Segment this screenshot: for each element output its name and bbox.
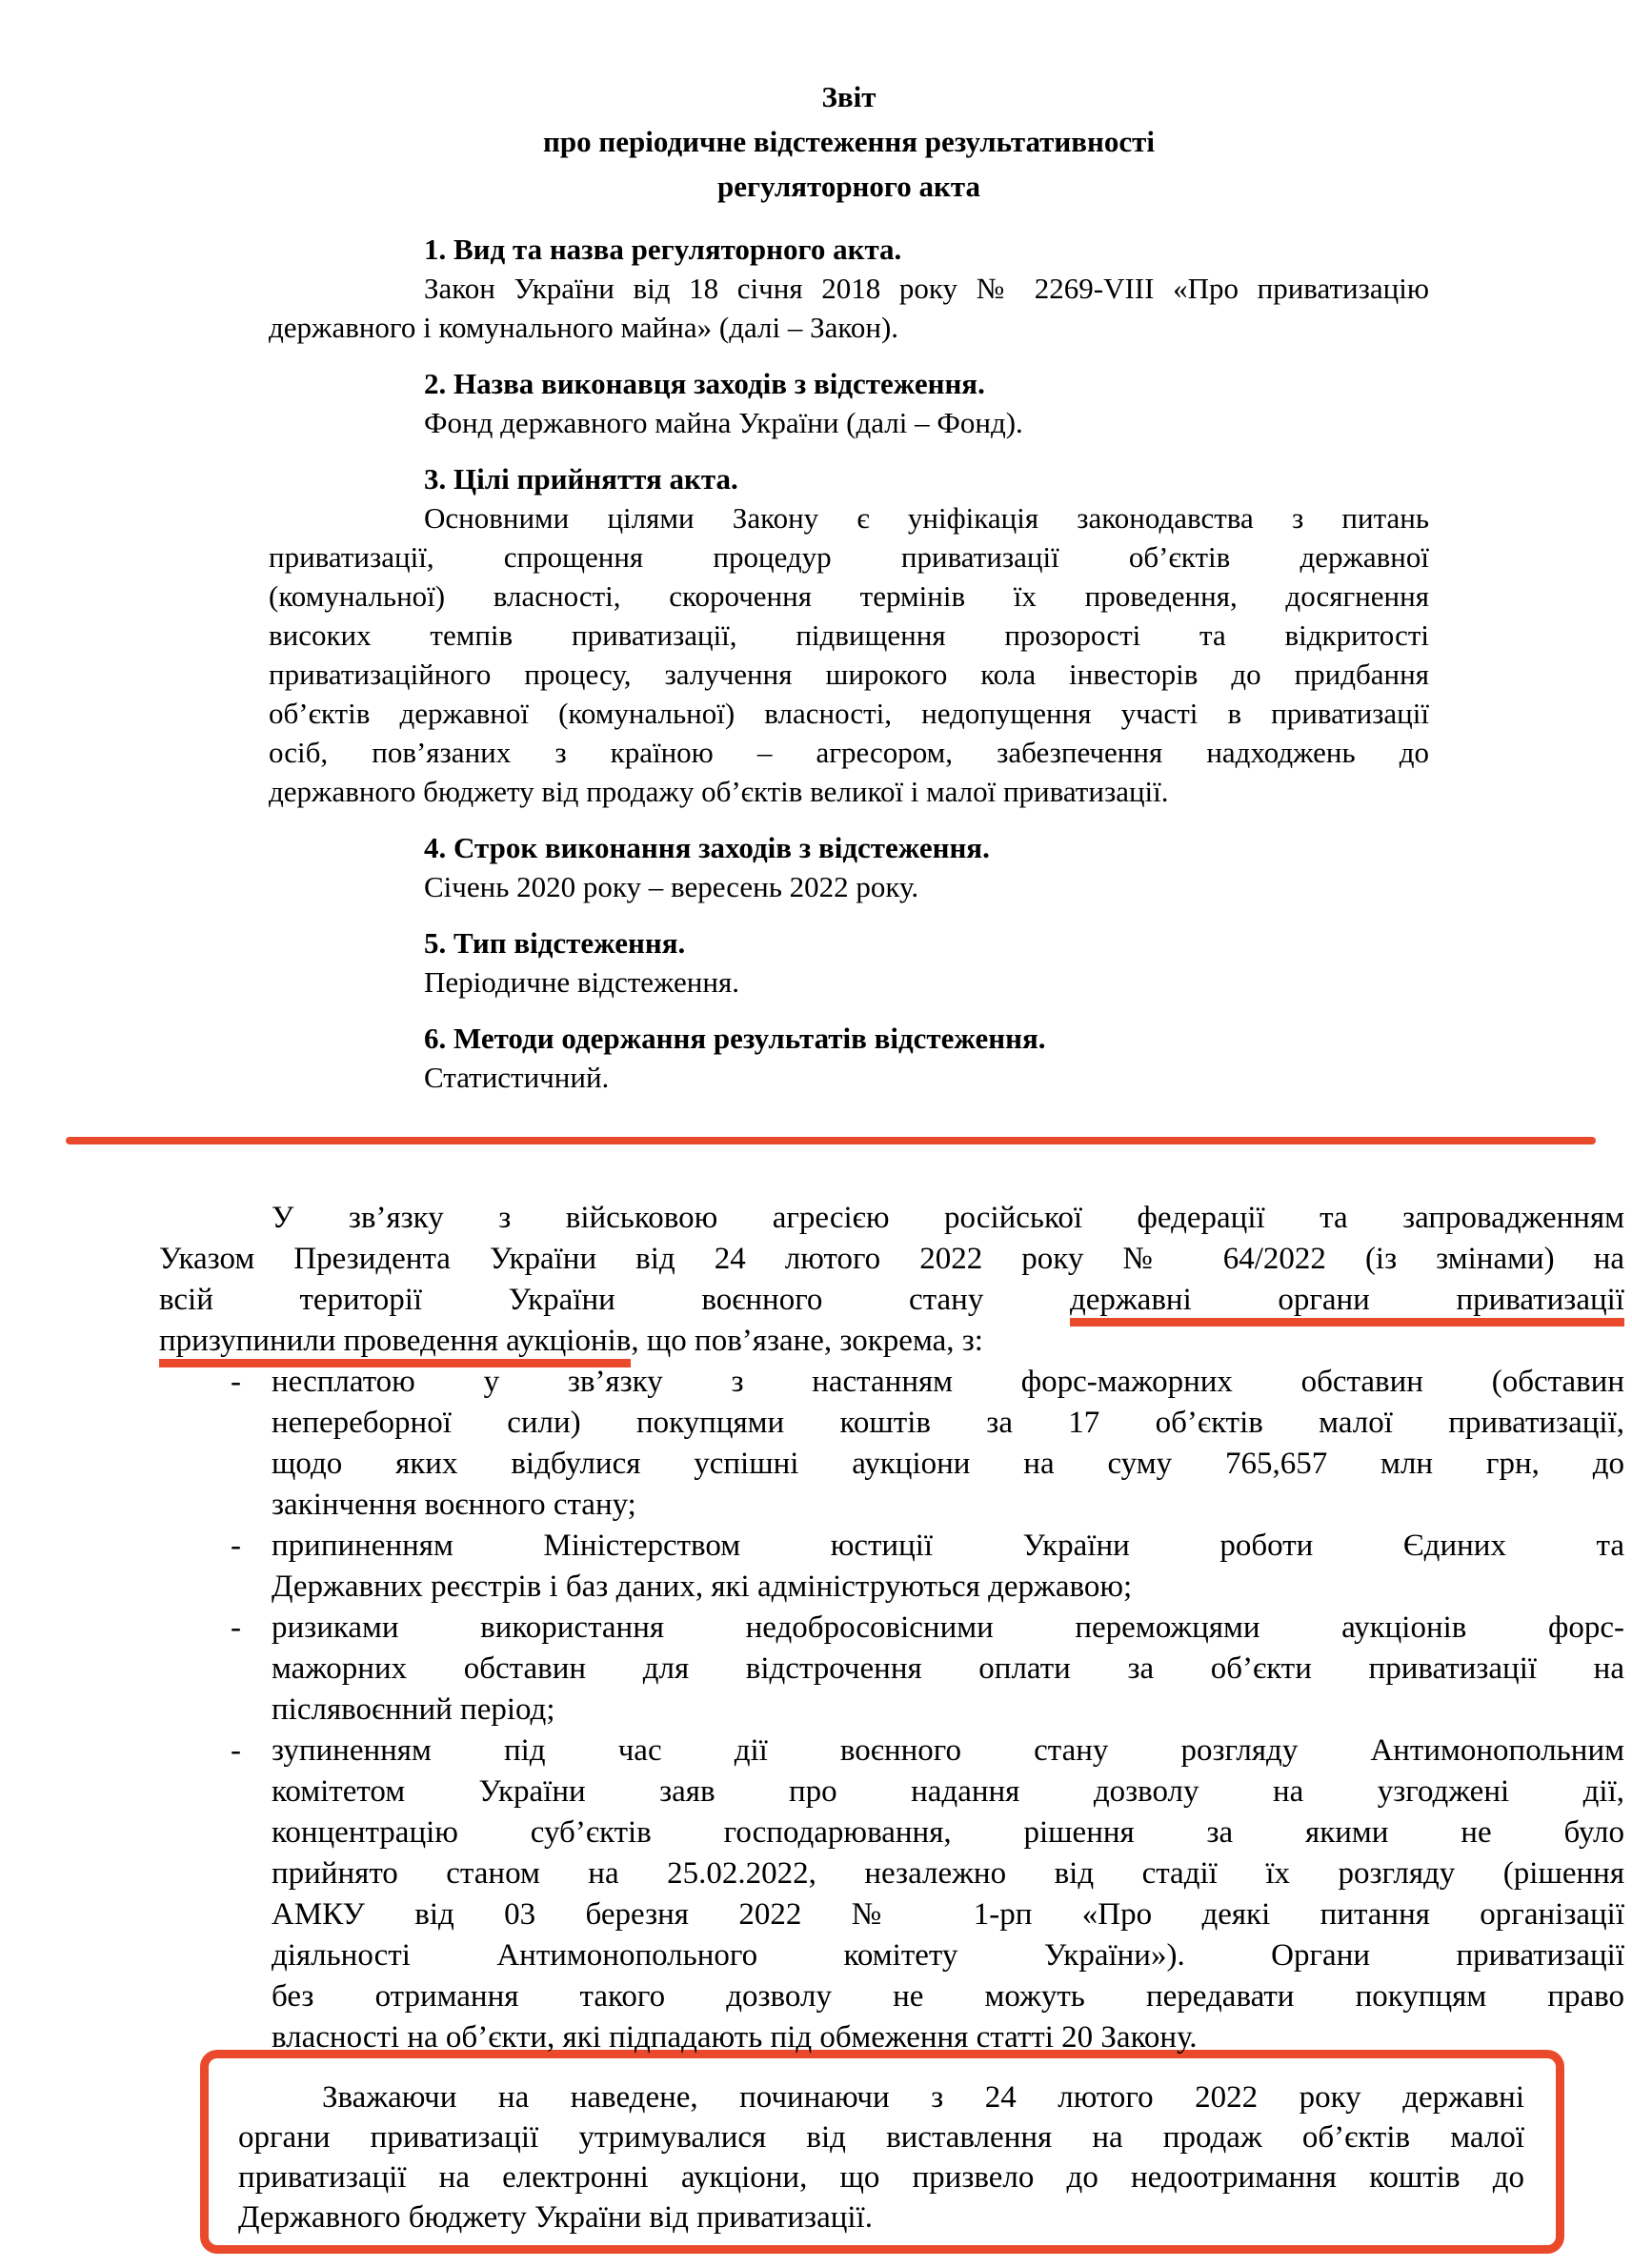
bullet-line: закінчення воєнного стану; <box>272 1488 636 1522</box>
bullet-line: несплатою у зв’язку з настанням форс-мажорних обставин (обставин <box>272 1365 1624 1399</box>
document-title <box>269 74 1429 209</box>
bullet-line: комітетом України заяв про надання дозволу на узгоджені дії, <box>272 1774 1624 1809</box>
intro-paragraph <box>159 1198 1624 1362</box>
paragraph-line <box>159 1321 1624 1362</box>
bullet-line: АМКУ від 03 березня 2022 № 1-рп «Про деякі питання організації <box>272 1897 1624 1932</box>
bullet-item <box>231 1526 1624 1608</box>
part1-sections <box>269 230 1429 1097</box>
section <box>269 459 1429 811</box>
section-heading: 1. Вид та назва регуляторного акта. <box>424 233 902 266</box>
paragraph-line: Фонд державного майна України (далі – Фонд). <box>424 406 1023 439</box>
section-heading: 2. Назва виконавця заходів з відстеження. <box>424 367 985 400</box>
text-segment: всій території України воєнного стану <box>159 1283 1070 1317</box>
bullet-dash: - <box>231 1610 241 1645</box>
paragraph-line: об’єктів державної (комунальної) власності, недопущення участі в приватизації <box>269 697 1429 730</box>
highlight-box-line: органи приватизації утримувалися від виставлення на продаж об’єктів малої <box>238 2120 1524 2155</box>
bullet-line: післявоєнний період; <box>272 1692 555 1727</box>
bullet-item <box>231 1362 1624 1526</box>
bullet-line: ризиками використання недобросовісними переможцями аукціонів форс- <box>272 1610 1624 1645</box>
paragraph-line: державного і комунального майна» (далі – Закон). <box>269 311 899 344</box>
bullet-line: концентрацію суб’єктів господарювання, рішення за якими не було <box>272 1815 1624 1850</box>
title-line: Звіт <box>821 80 876 113</box>
section <box>269 828 1429 906</box>
paragraph-line: приватизаційного процесу, залучення широкого кола інвесторів до придбання <box>269 658 1429 691</box>
section <box>269 364 1429 442</box>
highlight-box-line: приватизації на електронні аукціони, що призвело до недоотримання коштів до <box>238 2160 1524 2195</box>
red-underline-annotation: державні органи приватизації <box>1070 1283 1624 1326</box>
bullet-list <box>231 1362 1624 2058</box>
text-segment: , що пов’язане, зокрема, з: <box>631 1324 983 1358</box>
section-heading: 6. Методи одержання результатів відстеження. <box>424 1022 1046 1055</box>
paragraph-line <box>159 1280 1624 1321</box>
section <box>269 923 1429 1002</box>
section <box>269 1019 1429 1097</box>
paragraph-line: Закон України від 18 січня 2018 року № 2269-VIII «Про приватизацію <box>424 272 1429 305</box>
document-part-1 <box>269 74 1429 1114</box>
bullet-line: непереборної сили) покупцями коштів за 17 об’єктів малої приватизації, <box>272 1406 1624 1440</box>
bullet-dash: - <box>231 1529 241 1563</box>
paragraph-line <box>159 1198 1624 1239</box>
separator-line <box>66 1137 1596 1144</box>
bullet-item <box>231 1608 1624 1731</box>
bullet-item <box>231 1731 1624 2058</box>
paragraph-line: державного бюджету від продажу об’єктів великої і малої приватизації. <box>269 775 1169 808</box>
text-segment: Указом Президента України від 24 лютого 2022 року № 64/2022 (із змінами) на <box>159 1242 1624 1276</box>
bullet-line: припиненням Міністерством юстиції України роботи Єдиних та <box>272 1529 1624 1563</box>
bullet-dash: - <box>231 1365 241 1399</box>
highlight-box <box>200 2050 1564 2254</box>
paragraph-line: Основними цілями Закону є уніфікація законодавства з питань <box>424 501 1429 535</box>
document-part-2 <box>159 1198 1624 2254</box>
title-line: регуляторного акта <box>717 170 980 203</box>
paragraph-line: приватизації, спрощення процедур приватизації об’єктів державної <box>269 540 1429 574</box>
highlight-box-line: Державного бюджету України від приватизації. <box>238 2200 873 2235</box>
paragraph-line: Періодичне відстеження. <box>424 965 739 999</box>
section-heading: 5. Тип відстеження. <box>424 926 686 960</box>
red-underline-annotation: призупинили проведення аукціонів <box>159 1324 631 1367</box>
bullet-line: зупиненням під час дії воєнного стану розгляду Антимонопольним <box>272 1733 1624 1768</box>
bullet-line: щодо яких відбулися успішні аукціони на суму 765,657 млн грн, до <box>272 1447 1624 1481</box>
paragraph-line: Статистичний. <box>424 1061 610 1094</box>
section-heading: 4. Строк виконання заходів з відстеження. <box>424 831 990 864</box>
paragraph-line: високих темпів приватизації, підвищення прозорості та відкритості <box>269 618 1429 652</box>
paragraph-line: осіб, пов’язаних з країною – агресором, забезпечення надходжень до <box>269 736 1429 769</box>
bullet-line: прийнято станом на 25.02.2022, незалежно від стадії їх розгляду (рішення <box>272 1856 1624 1891</box>
bullet-line: мажорних обставин для відстрочення оплати за об’єкти приватизації на <box>272 1651 1624 1686</box>
paragraph-line <box>159 1239 1624 1280</box>
paragraph-line: Січень 2020 року – вересень 2022 року. <box>424 870 919 903</box>
bullet-line: без отримання такого дозволу не можуть передавати покупцям право <box>272 1979 1624 2014</box>
section <box>269 230 1429 347</box>
bullet-line: діяльності Антимонопольного комітету України»). Органи приватизації <box>272 1938 1624 1973</box>
bullet-line: власності на об’єкти, які підпадають під обмеження статті 20 Закону. <box>272 2020 1198 2055</box>
paragraph-line: (комунальної) власності, скорочення термінів їх проведення, досягнення <box>269 579 1429 613</box>
section-heading: 3. Цілі прийняття акта. <box>424 462 738 496</box>
bullet-line: Державних реєстрів і баз даних, які адмініструються державою; <box>272 1569 1133 1604</box>
highlight-box-line: Зважаючи на наведене, починаючи з 24 лютого 2022 року державні <box>322 2080 1524 2115</box>
bullet-dash: - <box>231 1733 241 1768</box>
text-segment: У зв’язку з військовою агресією російської федерації та запровадженням <box>272 1201 1624 1235</box>
title-line: про періодичне відстеження результативності <box>543 125 1155 158</box>
